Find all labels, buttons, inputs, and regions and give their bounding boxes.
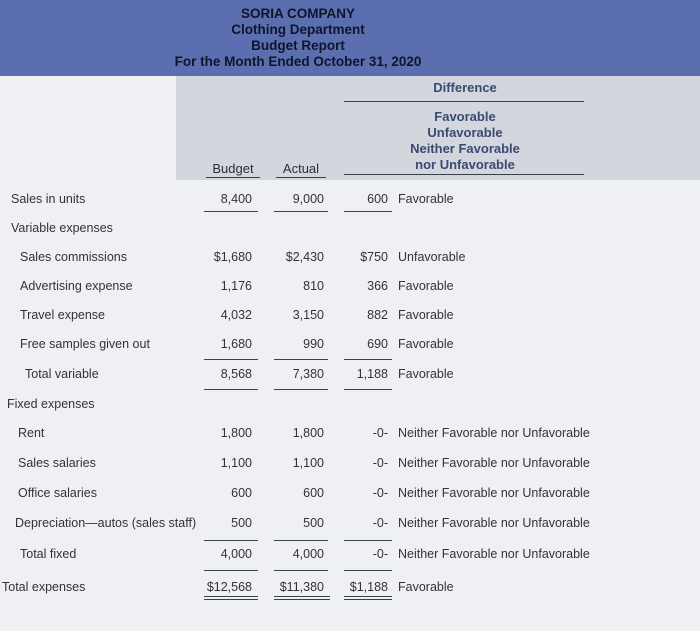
- budget-value: 1,100: [220, 456, 252, 470]
- difference-value: -0-: [372, 516, 388, 530]
- report-name: Budget Report: [251, 38, 345, 53]
- budget-value: 8,568: [220, 367, 252, 381]
- difference-value: -0-: [372, 426, 388, 440]
- row-label: Sales in units: [11, 192, 86, 206]
- difference-value: -0-: [372, 486, 388, 500]
- budget-value: 8,400: [220, 192, 252, 206]
- difference-value: 366: [367, 279, 388, 293]
- diff-units-underline: [344, 211, 392, 212]
- difference-value: $1,188: [349, 580, 388, 594]
- difference-value: 600: [367, 192, 388, 206]
- budget-value: 4,032: [220, 308, 252, 322]
- difference-result: Favorable: [398, 308, 454, 322]
- budget-total-double-underline: [204, 596, 258, 600]
- difference-result: Favorable: [398, 279, 454, 293]
- budget-totalvar-underline: [204, 389, 258, 390]
- actual-value: 500: [303, 516, 324, 530]
- budget-value: 1,800: [220, 426, 252, 440]
- actual-totalfixed-underline: [274, 570, 328, 571]
- actual-totalvar-underline: [274, 389, 328, 390]
- row-label: Total expenses: [2, 580, 86, 594]
- diff-variable-underline: [344, 359, 392, 360]
- row-label: Variable expenses: [11, 221, 113, 235]
- actual-value: $11,380: [279, 580, 324, 594]
- difference-value: 1,188: [356, 367, 388, 381]
- actual-value: 7,380: [292, 367, 324, 381]
- diff-total-double-underline: [344, 596, 392, 600]
- difference-result: Favorable: [398, 337, 454, 351]
- diff-fixed-underline: [344, 540, 392, 541]
- budget-fixed-underline: [204, 540, 258, 541]
- actual-fixed-underline: [274, 540, 328, 541]
- budget-value: $12,568: [206, 580, 252, 594]
- report-title-band: [0, 0, 700, 76]
- actual-value: 9,000: [292, 192, 324, 206]
- difference-value: -0-: [372, 456, 388, 470]
- report-period: For the Month Ended October 31, 2020: [174, 54, 422, 69]
- difference-value: 690: [367, 337, 388, 351]
- actual-value: 4,000: [292, 547, 324, 561]
- actual-value: 3,150: [292, 308, 324, 322]
- department-name: Clothing Department: [231, 22, 365, 37]
- actual-units-underline: [274, 211, 328, 212]
- budget-value: 1,176: [220, 279, 252, 293]
- row-label: Fixed expenses: [7, 397, 95, 411]
- actual-value: 990: [303, 337, 324, 351]
- difference-value: -0-: [372, 547, 388, 561]
- difference-underline: [344, 101, 584, 102]
- budget-value: 600: [231, 486, 252, 500]
- difference-result: Neither Favorable nor Unfavorable: [398, 516, 590, 530]
- diff-totalfixed-underline: [344, 570, 392, 571]
- row-label: Total variable: [25, 367, 99, 381]
- diff-totalvar-underline: [344, 389, 392, 390]
- difference-value: 882: [367, 308, 388, 322]
- difference-result: Neither Favorable nor Unfavorable: [398, 456, 590, 470]
- budget-value: $1,680: [213, 250, 252, 264]
- actual-value: 1,100: [292, 456, 324, 470]
- budget-header-underline: [206, 177, 260, 178]
- difference-result: Neither Favorable nor Unfavorable: [398, 547, 590, 561]
- actual-header-underline: [276, 177, 326, 178]
- actual-total-double-underline: [274, 596, 330, 600]
- difference-result: Unfavorable: [398, 250, 466, 264]
- budget-value: 500: [231, 516, 252, 530]
- row-label: Sales commissions: [20, 250, 127, 264]
- difference-result: Favorable: [398, 192, 454, 206]
- budget-totalfixed-underline: [204, 570, 258, 571]
- legend-favorable: Favorable: [434, 109, 496, 124]
- difference-result: Favorable: [398, 580, 454, 594]
- difference-heading: Difference: [433, 80, 497, 95]
- actual-value: $2,430: [285, 250, 324, 264]
- budget-variable-underline: [204, 359, 258, 360]
- legend-neither: Neither Favorable: [410, 141, 520, 156]
- budget-units-underline: [204, 211, 258, 212]
- row-label: Office salaries: [18, 486, 97, 500]
- actual-column-header: Actual: [282, 161, 320, 176]
- legend-nor-unfavorable: nor Unfavorable: [415, 157, 515, 172]
- difference-result: Neither Favorable nor Unfavorable: [398, 486, 590, 500]
- row-label: Sales salaries: [18, 456, 96, 470]
- budget-value: 4,000: [220, 547, 252, 561]
- difference-result: Favorable: [398, 367, 454, 381]
- budget-column-header: Budget: [212, 161, 254, 176]
- row-label: Free samples given out: [20, 337, 150, 351]
- company-name: SORIA COMPANY: [240, 6, 355, 21]
- row-label: Depreciation—autos (sales staff): [15, 516, 197, 530]
- actual-variable-underline: [274, 359, 328, 360]
- row-label: Rent: [18, 426, 45, 440]
- difference-result: Neither Favorable nor Unfavorable: [398, 426, 590, 440]
- budget-value: 1,680: [220, 337, 252, 351]
- actual-value: 810: [303, 279, 324, 293]
- actual-value: 1,800: [292, 426, 324, 440]
- legend-underline: [344, 174, 584, 175]
- legend-unfavorable: Unfavorable: [427, 125, 503, 140]
- difference-value: $750: [360, 250, 388, 264]
- row-label: Total fixed: [20, 547, 77, 561]
- row-label: Travel expense: [20, 308, 105, 322]
- row-label: Advertising expense: [20, 279, 133, 293]
- actual-value: 600: [303, 486, 324, 500]
